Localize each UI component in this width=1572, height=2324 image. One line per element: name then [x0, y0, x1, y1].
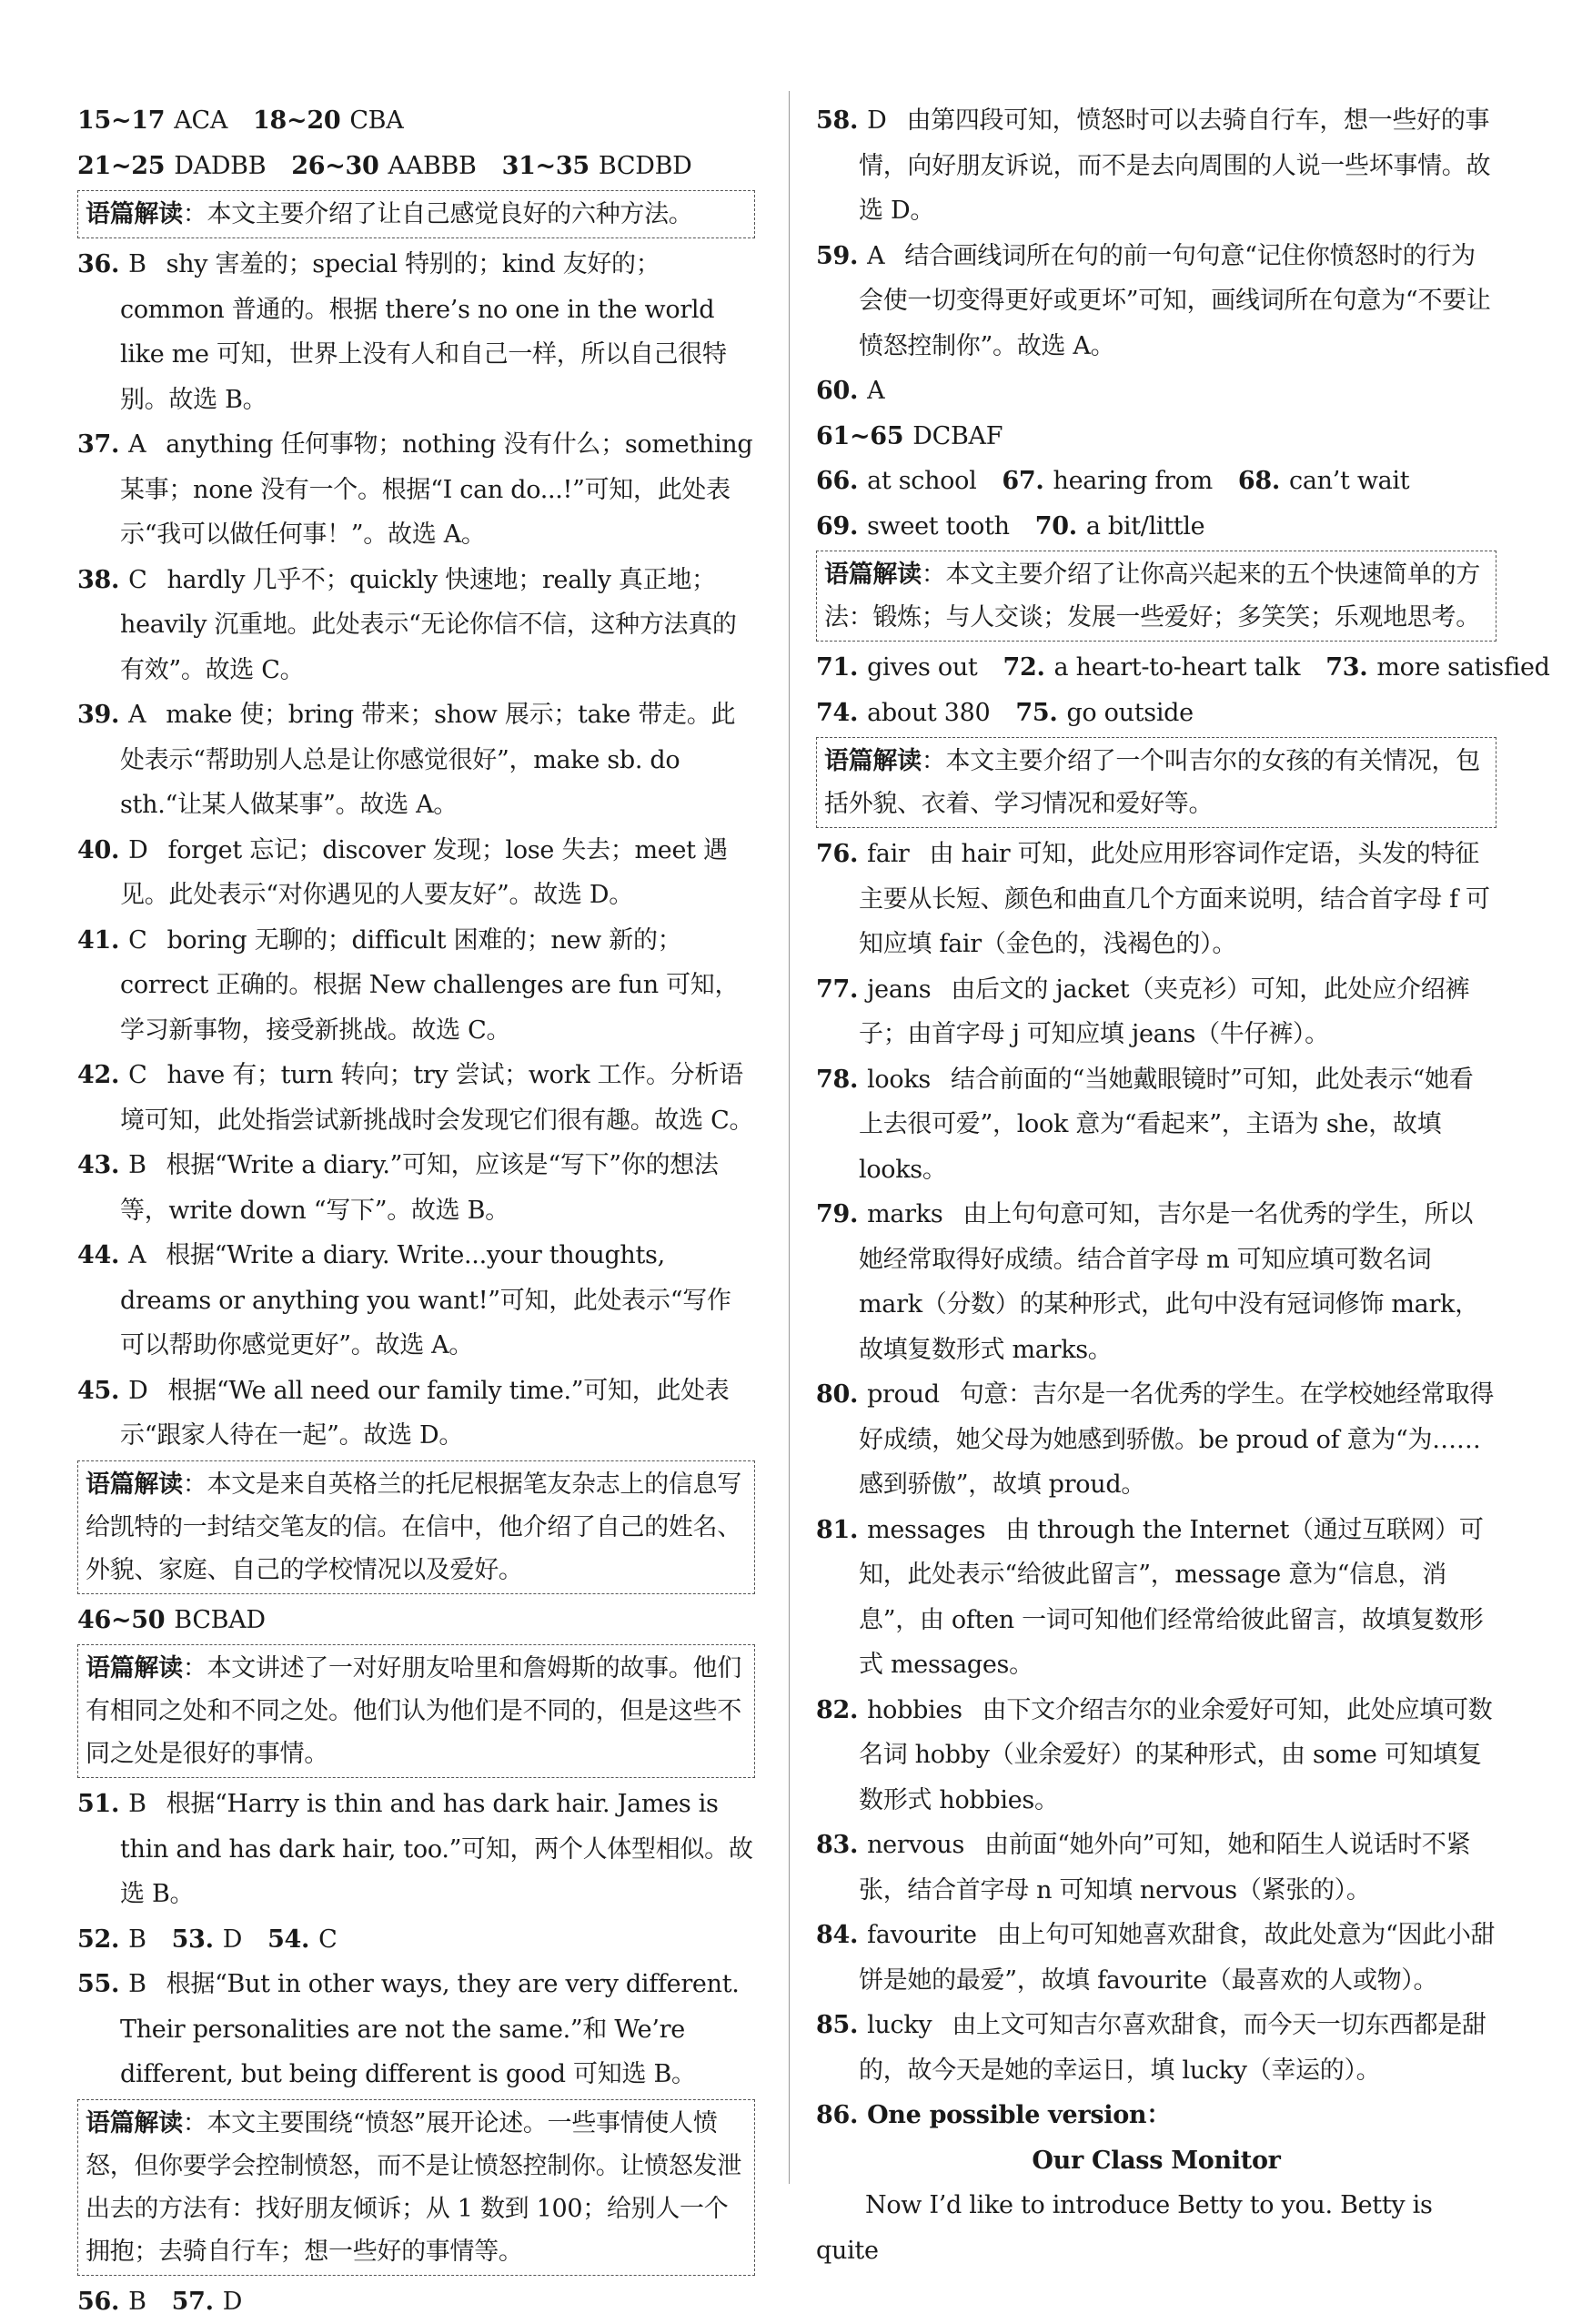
question-number: 44.: [77, 1241, 119, 1269]
answer-row-61-65: [816, 414, 1496, 460]
question-number: 53.: [172, 1925, 214, 1954]
question-84: [816, 1913, 1496, 2003]
answer: more satisfied: [1376, 653, 1549, 682]
question-range: 46~50: [77, 1606, 165, 1634]
analysis-tag: 语篇解读: [824, 561, 922, 589]
question-number: 51.: [77, 1790, 119, 1818]
answer-row-71-73: [816, 645, 1496, 691]
analysis-text: ：本文讲述了一对好朋友哈里和詹姆斯的故事。他们有相同之处和不同之处。他们认为他们是不同的，但是这些不同之处是很好的事情。: [86, 1654, 741, 1768]
question-81: [816, 1508, 1496, 1688]
question-number: 66.: [816, 467, 858, 495]
answer: a heart-to-heart talk: [1054, 653, 1301, 682]
question-number: 43.: [77, 1151, 119, 1179]
answer: B: [128, 250, 146, 278]
question-85: [816, 2003, 1496, 2093]
question-78: [816, 1057, 1496, 1193]
question-51: [77, 1782, 755, 1917]
question-86: [816, 2093, 1496, 2138]
explanation: 根据“Write a diary.”可知，应该是“写下”你的想法等，write down “写下”。故选 B。: [120, 1151, 719, 1225]
right-column: [816, 98, 1496, 2273]
question-42: [77, 1053, 755, 1143]
answer: D: [867, 106, 886, 135]
passage-analysis: [77, 1460, 755, 1594]
answer: sweet tooth: [867, 512, 1010, 541]
answer-row-74-75: [816, 691, 1496, 736]
question-range: 21~25: [77, 152, 165, 180]
answer: D: [223, 1925, 242, 1954]
question-number: 40.: [77, 836, 119, 864]
answer: DCBAF: [912, 422, 1003, 450]
answer-row-21-35: [77, 144, 755, 189]
question-number: 59.: [816, 242, 858, 270]
explanation: 结合前面的“当她戴眼镜时”可知，此处表示“她看上去很可爱”，look 意为“看起来”，主语为 she，故填 looks。: [859, 1066, 1473, 1184]
explanation: have 有；turn 转向；try 尝试；work 工作。分析语境可知，此处指尝试新挑战时会发现它们很有趣。故选 C。: [120, 1061, 753, 1135]
explanation: 由前面“她外向”可知，她和陌生人说话时不紧张，结合首字母 n 可知填 nervous（紧张的）。: [859, 1831, 1470, 1905]
answer: can’t wait: [1289, 467, 1409, 495]
answer-row-56-57: [77, 2279, 755, 2324]
question-range: 31~35: [502, 152, 590, 180]
explanation: 句意：吉尔是一名优秀的学生。在学校她经常取得好成绩，她父母为她感到骄傲。be proud of 意为“为……感到骄傲”，故填 proud。: [859, 1380, 1494, 1499]
answer: C: [128, 926, 146, 955]
explanation: 由第四段可知，愤怒时可以去骑自行车，想一些好的事情，向好朋友诉说，而不是去向周围的人说一些坏事情。故选 D。: [859, 106, 1490, 225]
answer: CBA: [349, 106, 403, 135]
passage-analysis: [77, 190, 755, 238]
question-number: 45.: [77, 1377, 119, 1405]
explanation: hardly 几乎不；quickly 快速地；really 真正地；heavily 沉重地。此处表示“无论你信不信，这种方法真的有效”。故选 C。: [120, 566, 737, 684]
question-number: 84.: [816, 1921, 858, 1949]
question-number: 67.: [1002, 467, 1043, 495]
answer-row-66-68: [816, 459, 1496, 504]
column-divider: [789, 91, 790, 2184]
answer: D: [223, 2288, 242, 2316]
question-number: 71.: [816, 653, 858, 682]
question-range: 18~20: [253, 106, 340, 135]
question-number: 38.: [77, 566, 119, 594]
explanation: 根据“Harry is thin and has dark hair. James is thin and has dark hair, too.”可知，两个人体型相似。故选 B。: [120, 1790, 753, 1908]
answer: a bit/little: [1086, 512, 1205, 541]
answer: go outside: [1066, 699, 1193, 727]
answer-row-69-70: [816, 504, 1496, 550]
essay-title: Our Class Monitor: [816, 2138, 1496, 2184]
question-45: [77, 1369, 755, 1459]
answer: C: [128, 1061, 146, 1089]
answer: nervous: [867, 1831, 964, 1859]
analysis-text: ：本文主要介绍了让你高兴起来的五个快速简单的方法：锻炼；与人交谈；发展一些爱好；多笑笑；乐观地思考。: [824, 561, 1480, 632]
passage-analysis: [77, 2099, 755, 2276]
answer: hobbies: [867, 1696, 962, 1724]
question-range: 61~65: [816, 422, 903, 450]
question-79: [816, 1192, 1496, 1372]
question-range: 26~30: [291, 152, 378, 180]
question-number: 76.: [816, 840, 858, 868]
analysis-text: ：本文是来自英格兰的托尼根据笔友杂志上的信息写给凯特的一封结交笔友的信。在信中，他介绍了自己的姓名、外貌、家庭、自己的学校情况以及爱好。: [86, 1470, 741, 1584]
explanation: 根据“But in other ways, they are very different. Their personalities are not the same.”和 We’re different, but being different is good 可知选 B。: [120, 1970, 740, 2088]
answer-row-15-20: [77, 98, 755, 144]
explanation: 根据“Write a diary. Write...your thoughts, dreams or anything you want!”可知，此处表示“写作可以帮助你感觉更好”。故选 A。: [120, 1241, 731, 1359]
analysis-tag: 语篇解读: [86, 1470, 183, 1499]
version-label: One possible version：: [867, 2101, 1171, 2129]
explanation: 结合画线词所在句的前一句句意“记住你愤怒时的行为会使一切变得更好或更坏”可知，画线词所在句意为“不要让愤怒控制你”。故选 A。: [859, 242, 1491, 360]
passage-analysis: [816, 737, 1496, 828]
question-number: 54.: [267, 1925, 309, 1954]
answer: messages: [867, 1516, 985, 1544]
question-number: 58.: [816, 106, 858, 135]
question-number: 41.: [77, 926, 119, 955]
question-39: [77, 692, 755, 828]
explanation: 由上句可知她喜欢甜食，故此处意为“因此小甜饼是她的最爱”，故填 favourite（最喜欢的人或物）。: [859, 1921, 1495, 1995]
question-number: 81.: [816, 1516, 858, 1544]
answer: hearing from: [1053, 467, 1213, 495]
question-number: 78.: [816, 1066, 858, 1094]
question-number: 69.: [816, 512, 858, 541]
analysis-tag: 语篇解读: [86, 2109, 183, 2137]
essay-text: Now I’d like to introduce Betty to you. Betty is quite: [816, 2183, 1496, 2273]
answer: B: [128, 2288, 146, 2316]
answer: favourite: [867, 1921, 977, 1949]
explanation: make 使；bring 带来；show 展示；take 带走。此处表示“帮助别人总是让你感觉很好”，make sb. do sth.“让某人做某事”。故选 A。: [120, 701, 735, 819]
answer: ACA: [174, 106, 227, 135]
question-36: [77, 242, 755, 422]
analysis-text: ：本文主要介绍了一个叫吉尔的女孩的有关情况，包括外貌、衣着、学习情况和爱好等。: [824, 747, 1480, 818]
question-77: [816, 967, 1496, 1057]
question-55: [77, 1962, 755, 2097]
answer: C: [128, 566, 146, 594]
question-number: 57.: [172, 2288, 214, 2316]
question-number: 42.: [77, 1061, 119, 1089]
answer: B: [128, 1925, 146, 1954]
analysis-tag: 语篇解读: [824, 747, 922, 775]
analysis-tag: 语篇解读: [86, 200, 183, 228]
question-number: 36.: [77, 250, 119, 278]
question-82: [816, 1688, 1496, 1824]
answer: AABBB: [388, 152, 477, 180]
question-number: 68.: [1238, 467, 1280, 495]
explanation: 由 through the Internet（通过互联网）可知，此处表示“给彼此留言”，message 意为“信息，消息”，由 often 一词可知他们经常给彼此留言，故填复数形式 messages。: [859, 1516, 1484, 1680]
answer: jeans: [867, 975, 931, 1004]
answer: gives out: [867, 653, 977, 682]
question-number: 56.: [77, 2288, 119, 2316]
question-44: [77, 1233, 755, 1369]
question-83: [816, 1823, 1496, 1913]
question-number: 80.: [816, 1380, 858, 1409]
passage-analysis: [816, 551, 1496, 642]
answer: DADBB: [174, 152, 266, 180]
answer-row-60: [816, 369, 1496, 414]
question-number: 37.: [77, 430, 119, 459]
answer: A: [128, 701, 146, 729]
explanation: 由后文的 jacket（夹克衫）可知，此处应介绍裤子；由首字母 j 可知应填 jeans（牛仔裤）。: [859, 975, 1469, 1049]
answer: A: [128, 430, 146, 459]
answer: marks: [867, 1200, 942, 1228]
answer: A: [128, 1241, 146, 1269]
answer: A: [867, 377, 884, 405]
question-number: 73.: [1325, 653, 1367, 682]
question-59: [816, 234, 1496, 369]
answer: proud: [867, 1380, 940, 1409]
answer: A: [867, 242, 884, 270]
analysis-tag: 语篇解读: [86, 1654, 183, 1682]
answer: about 380: [867, 699, 990, 727]
question-number: 52.: [77, 1925, 119, 1954]
question-number: 85.: [816, 2011, 858, 2039]
question-37: [77, 422, 755, 558]
question-38: [77, 558, 755, 693]
answer: BCBAD: [174, 1606, 266, 1634]
answer: D: [128, 836, 147, 864]
question-number: 72.: [1003, 653, 1044, 682]
question-number: 60.: [816, 377, 858, 405]
explanation: anything 任何事物；nothing 没有什么；something 某事；none 没有一个。根据“I can do...!”可知，此处表示“我可以做任何事！”。故选 A。: [120, 430, 752, 549]
question-80: [816, 1372, 1496, 1508]
explanation: 由下文介绍吉尔的业余爱好可知，此处应填可数名词 hobby（业余爱好）的某种形式，由 some 可知填复数形式 hobbies。: [859, 1696, 1492, 1814]
explanation: boring 无聊的；difficult 困难的；new 新的；correct 正确的。根据 New challenges are fun 可知，学习新事物，接受新挑战。故选 C。: [120, 926, 739, 1045]
question-number: 82.: [816, 1696, 858, 1724]
answer: fair: [867, 840, 909, 868]
question-number: 39.: [77, 701, 119, 729]
question-76: [816, 832, 1496, 967]
explanation: 由上句句意可知，吉尔是一名优秀的学生，所以她经常取得好成绩。结合首字母 m 可知应填可数名词 mark（分数）的某种形式，此句中没有冠词修饰 mark，故填复数形式 marks。: [859, 1200, 1479, 1364]
answer: lucky: [867, 2011, 932, 2039]
question-range: 15~17: [77, 106, 165, 135]
question-number: 55.: [77, 1970, 119, 1998]
question-number: 74.: [816, 699, 858, 727]
answer: B: [128, 1970, 146, 1998]
question-43: [77, 1143, 755, 1233]
analysis-text: ：本文主要介绍了让自己感觉良好的六种方法。: [183, 200, 693, 228]
question-number: 86.: [816, 2101, 858, 2129]
explanation: 根据“We all need our family time.”可知，此处表示“跟家人待在一起”。故选 D。: [120, 1377, 730, 1450]
question-number: 77.: [816, 975, 858, 1004]
left-column: [77, 98, 755, 2324]
question-41: [77, 918, 755, 1054]
answer: at school: [867, 467, 976, 495]
answer: looks: [867, 1066, 931, 1094]
analysis-text: ：本文主要围绕“愤怒”展开论述。一些事情使人愤怒，但你要学会控制愤怒，而不是让愤怒控制你。让愤怒发泄出去的方法有：找好朋友倾诉；从 1 数到 100；给别人一个拥抱；去骑自行车；想一些好的事情等。: [86, 2109, 741, 2266]
passage-analysis: [77, 1644, 755, 1778]
answer: B: [128, 1790, 146, 1818]
answer-row-46-50: [77, 1598, 755, 1643]
answer-row-52-54: [77, 1917, 755, 1963]
explanation: 由 hair 可知，此处应用形容词作定语，头发的特征主要从长短、颜色和曲直几个方面来说明，结合首字母 f 可知应填 fair（金色的，浅褐色的）。: [859, 840, 1490, 958]
answer: B: [128, 1151, 146, 1179]
question-number: 79.: [816, 1200, 858, 1228]
question-number: 83.: [816, 1831, 858, 1859]
answer: D: [128, 1377, 147, 1405]
question-number: 70.: [1035, 512, 1077, 541]
question-58: [816, 98, 1496, 234]
answer: C: [318, 1925, 337, 1954]
explanation: 由上文可知吉尔喜欢甜食，而今天一切东西都是甜的，故今天是她的幸运日，填 lucky（幸运的）。: [859, 2011, 1486, 2085]
question-40: [77, 828, 755, 918]
answer: BCDBD: [599, 152, 692, 180]
explanation: shy 害羞的；special 特别的；kind 友好的；common 普通的。根据 there’s no one in the world like me 可知，世界上没有人和自己一样，所以自己很特别。故选 B。: [120, 250, 727, 414]
question-number: 75.: [1015, 699, 1057, 727]
explanation: forget 忘记；discover 发现；lose 失去；meet 遇见。此处表示“对你遇见的人要友好”。故选 D。: [120, 836, 728, 910]
